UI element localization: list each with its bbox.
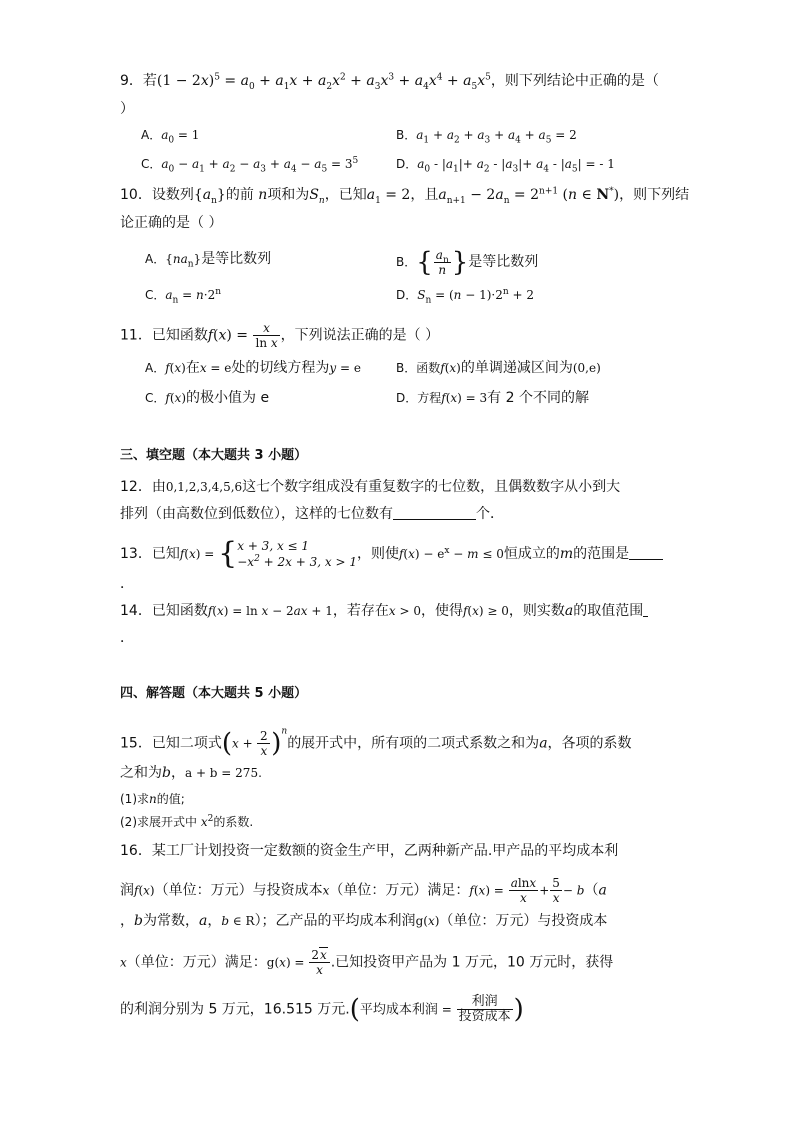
q10-stem: 10．设数列$\{a_n\}$的前 n项和为$S_n$，已知$a_1 = 2$，且$a_{n+1} - 2a_n = 2^{n+1}$ (n ∈ N*)，则下列结	[120, 186, 690, 206]
q9-option-c: C．$a_0 - a_1 + a_2 - a_3 + a_4 - a_5 = 3^5$	[141, 156, 359, 175]
q14-trailing-dot: ．	[120, 630, 134, 646]
q10-line2: 论正确的是（ ）	[120, 215, 223, 231]
q11-option-b: B．函数f(x)的单调递减区间为(0,e)	[396, 360, 601, 376]
q9-option-d: D．$a_0 - |a_1|+ a_2 - |a_3|+ a_4 - |a_5|$ = - 1	[396, 157, 615, 175]
q16-line5: 的利润分别为 5 万元，16.515 万元.(平均成本利润 = $\frac{\text{利润}}{\text{投资成本}}$ )	[120, 994, 524, 1025]
q12-answer-blank	[393, 505, 476, 520]
q12-stem: 12．由0,1,2,3,4,5,6这七个数字组成没有重复数字的七位数，且偶数数字从小到大	[120, 479, 621, 495]
q13-trailing-dot: ．	[120, 576, 134, 592]
q16-line3: ，b为常数，a，b ∈ R）；乙产品的平均成本利润g(x)（单位：万元）与投资成本	[120, 913, 608, 929]
q10-option-c: C．$a_n = n\cdot 2^n$	[145, 287, 222, 306]
q9-stem: 9．若$(1 - 2x)^5 = a_0 + a_1x + a_2x^2 + a_3x^3 + a_4x^4 + a_5x^5$，则下列结论中正确的是（	[120, 72, 659, 92]
q9-option-b: B．$a_1 + a_2 + a_3 + a_4 + a_5 = 2$	[396, 128, 577, 146]
q11-stem: 11．已知函数f(x) = $\frac{x}{\text{ln x}}$ ，下列说法正确的是（ ）	[120, 321, 440, 350]
q15-subquestion-1: (1)求n的值;	[120, 792, 185, 806]
q10-option-b: B．{ $\frac{a_n}{n}$ }是等比数列	[396, 247, 539, 278]
q9-close-paren: ）	[120, 101, 134, 117]
q13-answer-blank	[629, 545, 663, 560]
q15-subquestion-2: (2)求展开式中 $x^2$的系数.	[120, 814, 254, 829]
q11-option-a: A．f(x)在x = e处的切线方程为y = e	[145, 360, 361, 376]
q11-option-c: C．f(x)的极小值为 e	[145, 390, 270, 406]
q16-line2: 润f(x)（单位：万元）与投资成本x（单位：万元）满足：f(x) = $\frac{alnx}{x}$ + $\frac{5}{x}$ − b（a	[120, 876, 607, 905]
q10-option-a: A．$\{na_n\}$是等比数列	[145, 251, 272, 270]
q15-line2: 之和为b，a + b = 275.	[120, 765, 262, 781]
q16-line1: 16．某工厂计划投资一定数额的资金生产甲，乙两种新产品.甲产品的平均成本利	[120, 843, 619, 859]
q9-option-a: A．$a_0 = 1$	[141, 128, 200, 146]
q13-stem: 13．已知f(x) = { x + 3, x ≤ 1 $-x^2 + 2x + 3$, x > 1 ，则使$f(x) - e^x - m \le 0$恒成立的m的范围是	[120, 538, 663, 570]
q12-line2: 排列（由高数位到低数位），这样的七位数有 个．	[120, 506, 504, 522]
q10-option-d: D．$S_n = (n - 1)\cdot 2^n + 2$	[396, 287, 534, 306]
q14-stem: 14．已知函数f(x) = ln x − 2ax + 1，若存在x > 0，使得f(x) ≥ 0，则实数a的取值范围	[120, 602, 648, 620]
q16-line4: x（单位：万元）满足：g(x) = $\frac{2x}{x}$ .已知投资甲产品为 1 万元，10 万元时，获得	[120, 948, 614, 977]
section-4-heading: 四、解答题（本大题共 5 小题）	[120, 686, 308, 701]
q9-expression: $(1 - 2x)^5 = a_0 + a_1x + a_2x^2 + a_3x^3 + a_4x^4 + a_5x^5$	[156, 72, 491, 92]
q11-option-d: D．方程f(x) = 3有 2 个不同的解	[396, 390, 589, 406]
section-3-heading: 三、填空题（本大题共 3 小题）	[120, 448, 308, 463]
q15-stem: 15．已知二项式(x + $\frac{2}{x}$ )$^n$的展开式中，所有项的二项式系数之和为a，各项的系数	[120, 726, 632, 759]
